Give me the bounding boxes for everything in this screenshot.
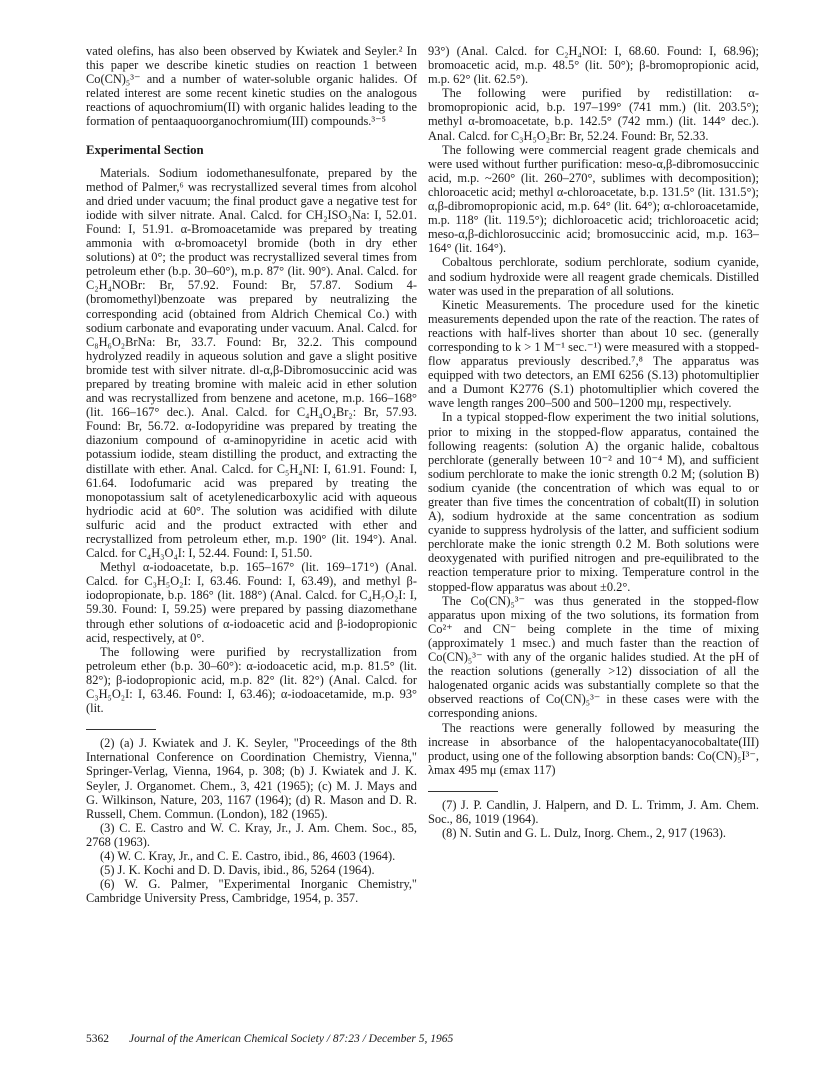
right-column: [428, 44, 759, 840]
footnote-5: (5) J. K. Kochi and D. D. Davis, ibid., 86, 5264 (1964).: [100, 863, 375, 878]
perchlorate-paragraph: Cobaltous perchlorate, sodium perchlorate, sodium cyanide, and sodium hydroxide were all reagent grade chemicals. Distilled water was used in the preparation of all solutions.: [428, 255, 759, 298]
recrystallization-paragraph: The following were purified by recrystallization from petroleum ether (b.p. 30–60°): α-iodoacetic acid, m.p. 81.5° (lit. 82°); β-iodopropionic acid, m.p. 82° (lit. 82°) (Anal. Calcd. for C₃H₅O₂I: I, 63.46. Found: I, 63.46); α-iodoacetamide, m.p. 93° (lit.: [86, 644, 417, 716]
absorbance-paragraph: The reactions were generally followed by measuring the increase in absorbance of the halopentacyanocobaltate(III) product, using one of the following absorption bands: Co(CN)₅I³⁻, λmax 495 mμ (εmax 117): [428, 720, 759, 777]
page-number: 5362: [86, 1033, 109, 1045]
footnote-7: (7) J. P. Candlin, J. Halpern, and D. L. Trimm, J. Am. Chem. Soc., 86, 1019 (1964).: [428, 797, 759, 826]
commercial-reagents-paragraph: The following were commercial reagent grade chemicals and were used without further purification: meso-α,β-dibromosuccinic acid, m.p. ~260° (lit. 260–270°, sublimes with decomposition); chloroacetic acid; methyl α-chloroacetate, b.p. 131.5° (lit. 131.5°); α,β-dibromopropionic acid, m.p. 64° (lit. 64°); α-chloroacetamide, m.p. 118° (lit. 119.5°); dichloroacetic acid; trichloroacetic acid; meso-α,β-dichlorosuccinic acid; bromosuccinic acid, m.p. 163–164° (lit. 164°).: [428, 142, 759, 256]
continued-paragraph: 93°) (Anal. Calcd. for C₂H₄NOI: I, 68.60. Found: I, 68.96); bromoacetic acid, m.p. 48.5° (lit. 50°); β-bromopropionic acid, m.p. 62° (lit. 62.5°).: [428, 44, 759, 87]
page-footer: [86, 1032, 759, 1046]
footnote-8: (8) N. Sutin and G. L. Dulz, Inorg. Chem., 2, 917 (1963).: [442, 826, 727, 841]
stopped-flow-paragraph: In a typical stopped-flow experiment the two initial solutions, prior to mixing in the stopped-flow apparatus, contained the following reagents: (solution A) the organic halide, cobaltous perchlorate (generally between 10⁻² and 10⁻⁴ M), and sufficient sodium perchlorate to make the ionic strength 0.2 M; (solution B) sodium cyanide (the concentration of which was equal to or greater than five times the concentration of cobalt(II) in solution A), sodium hydroxide at the same concentration as sodium cyanide to suppress hydrolysis of the latter, and sufficient sodium perchlorate make the ionic strength 0.2 M. Both solutions were deoxygenated with purified nitrogen and pre-equilibrated to the reaction temperature prior to mixing. Temperature control in the stopped-flow apparatus was about ±0.2°.: [428, 410, 759, 594]
journal-citation: Journal of the American Chemical Society / 87:23 / December 5, 1965: [129, 1033, 454, 1045]
footnote-divider: [428, 791, 498, 792]
footnote-6: (6) W. G. Palmer, "Experimental Inorganic Chemistry," Cambridge University Press, Cambridge, 1954, p. 357.: [86, 877, 417, 906]
footnote-4: (4) W. C. Kray, Jr., and C. E. Castro, ibid., 86, 4603 (1964).: [100, 848, 396, 863]
materials-paragraph: Materials. Sodium iodomethanesulfonate, prepared by the method of Palmer,⁶ was recrystallized several times from alcohol and dried under vacuum; the final product gave a negative test for iodide with silver nitrate. Anal. Calcd. for CH₂ISO₃Na: I, 52.01. Found: I, 51.91. α-Bromoacetamide was prepared by treating ammonia with α-bromoacetyl bromide (both in dry ether solutions) at 0°; the product was recrystallized several times from petroleum ether (b.p. 30–60°), m.p. 87° (lit. 90°). Anal. Calcd. for C₂H₄NOBr: Br, 57.92. Found: Br, 57.87. Sodium 4-(bromomethyl)benzoate was prepared by neutralizing the corresponding acid (obtained from Aldrich Chemical Co.) with sodium carbonate and evaporating under vacuum. Anal. Calcd. for C₈H₆O₂BrNa: Br, 33.7. Found: Br, 32.2. This compound hydrolyzed readily in aqueous solution and gave a slight positive bromide test with silver nitrate. dl-α,β-Dibromosuccinic acid was prepared by treating bromine with maleic acid in ether solution and was recrystallized from benzene and acetone, m.p. 166–168° (lit. 166–167° dec.). Anal. Calcd. for C₄H₄O₄Br₂: Br, 57.93. Found: Br, 56.72. α-Iodopyridine was prepared by treating the diazonium compound of α-aminopyridine in acetic acid with potassium iodide, steam distilling the product, and extracting the distillate with ether. Anal. Calcd. for C₅H₄NI: I, 61.91. Found: I, 61.64. Iodofumaric acid was prepared by treating the monopotassium salt of acetylenedicarboxylic acid with aqueous hydriodic acid at 60°. The solution was acidified with dilute sulfuric acid and the product extracted with ether and recrystallized from petroleum ether, m.p. 190° (lit. 194°). Anal. Calcd. for C₄H₃O₄I: I, 52.44. Found: I, 51.50.: [86, 165, 417, 561]
footnote-2: (2) (a) J. Kwiatek and J. K. Seyler, "Proceedings of the 8th International Conference on Coordination Chemistry, Vienna," Springer-Verlag, Vienna, 1964, p. 308; (b) J. Kwiatek and J. K. Seyler, J. Organomet. Chem., 3, 421 (1965); (c) M. J. Mays and G. Wilkinson, Nature, 203, 1167 (1964); (d) R. Mason and D. R. Russell, Chem. Commun. (London), 182 (1965).: [86, 736, 417, 821]
section-heading-experimental: Experimental Section: [86, 142, 204, 157]
redistillation-paragraph: The following were purified by redistillation: α-bromopropionic acid, b.p. 197–199° (741 mm.) (lit. 203.5°); methyl α-bromoacetate, b.p. 142.5° (742 mm.) (lit. 144° dec.). Anal. Calcd. for C₃H₅O₂Br: Br, 52.24. Found: Br, 52.33.: [428, 86, 759, 143]
methyl-esters-paragraph: Methyl α-iodoacetate, b.p. 165–167° (lit. 169–171°) (Anal. Calcd. for C₃H₅O₂I: I, 63.46. Found: I, 63.49), and methyl β-iodopropionate, b.p. 186° (lit. 188°) (Anal. Calcd. for C₄H₇O₂I: I, 59.30. Found: I, 59.25) were prepared by passing diazomethane through ether solutions of α-iodoacetic acid and β-iodopropionic acid, respectively, at 0°.: [86, 560, 417, 645]
left-column: [86, 44, 417, 905]
footnote-3: (3) C. E. Castro and W. C. Kray, Jr., J. Am. Chem. Soc., 85, 2768 (1963).: [86, 820, 417, 849]
cobalt-cyanide-paragraph: The Co(CN)₅³⁻ was thus generated in the stopped-flow apparatus upon mixing of the two solutions, its formation from Co²⁺ and CN⁻ being complete in the time of mixing (approximately 1 msec.) and much faster than the reaction of Co(CN)₅³⁻ with any of the organic halides studied. At the pH of the reaction solutions (generally >12) dissociation of all the halogenated organic acids was substantially complete so that the observed reactions of Co(CN)₅³⁻ in these cases were with the corresponding anions.: [428, 593, 759, 721]
footnote-divider: [86, 729, 156, 730]
kinetic-measurements-paragraph: Kinetic Measurements. The procedure used for the kinetic measurements depended upon the rate of the reaction. The rates of reactions with half-lives shorter than about 10 sec. (generally corresponding to k > 1 M⁻¹ sec.⁻¹) were measured with a stopped-flow apparatus previously described.⁷,⁸ The apparatus was equipped with two detectors, an EMI 6256 (S.13) photomultiplier and a Dumont K2776 (S.1) photomultiplier which covered the wave length ranges 200–500 and 500–1200 mμ, respectively.: [428, 297, 759, 411]
intro-paragraph-continued: vated olefins, has also been observed by Kwiatek and Seyler.² In this paper we describe kinetic studies on reaction 1 between Co(CN)₅³⁻ and a number of water-soluble organic halides. Of related interest are some recent kinetic studies on the analogous reactions of aquochromium(II) with organic halides leading to the formation of pentaaquoorganochromium(III) compounds.³⁻⁵: [86, 44, 417, 129]
